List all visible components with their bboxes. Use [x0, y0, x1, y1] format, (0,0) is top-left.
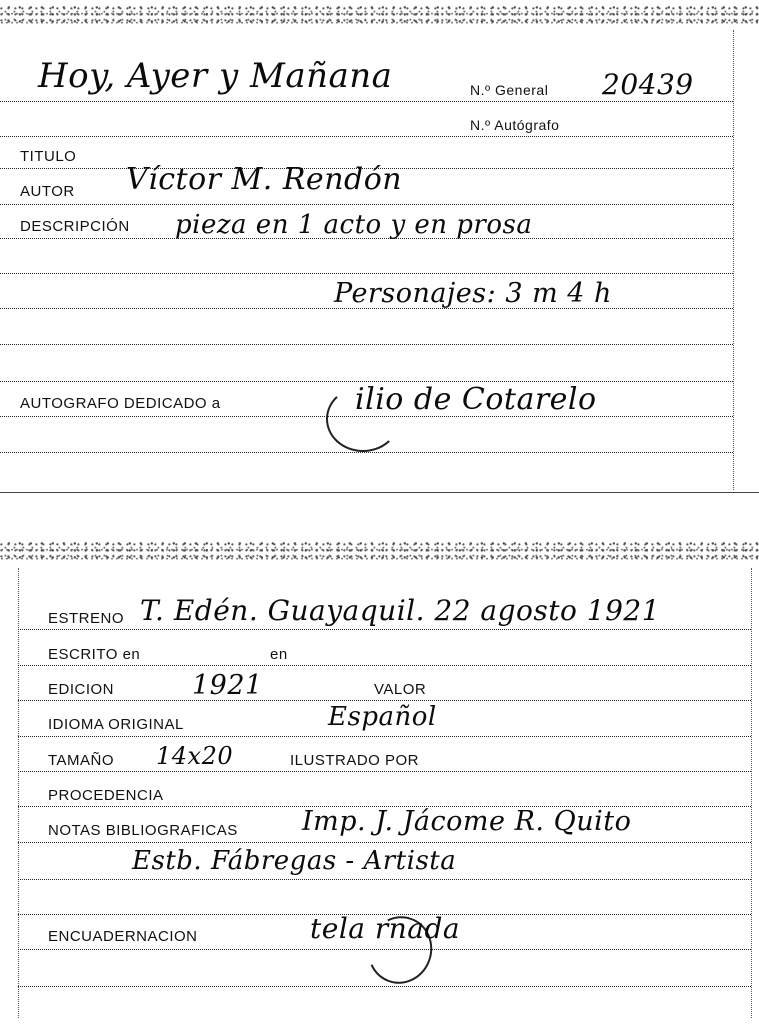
edicion-value: 1921: [192, 670, 263, 701]
rule: [0, 204, 733, 205]
rule: [18, 879, 751, 880]
card-left-edge: [18, 568, 19, 1018]
rule: [18, 986, 751, 987]
estreno-value: T. Edén. Guayaquil. 22 agosto 1921: [140, 594, 661, 627]
ilustrado-label: ILUSTRADO POR: [290, 752, 420, 769]
rule: [0, 136, 733, 137]
encuadernacion-value: tela rnada: [310, 912, 461, 945]
idioma-label: IDIOMA ORIGINAL: [48, 716, 184, 733]
titulo-label: TITULO: [20, 148, 77, 165]
en-label: en: [270, 646, 288, 663]
n-general-value: 20439: [602, 68, 694, 101]
rule: [18, 700, 751, 701]
descripcion-value: pieza en 1 acto y en prosa: [175, 210, 533, 240]
card-bottom-edge: [0, 492, 759, 493]
autor-value: Víctor M. Rendón: [126, 162, 403, 197]
estreno-label: ESTRENO: [48, 610, 125, 627]
work-title-handwritten: Hoy, Ayer y Mañana: [38, 56, 393, 96]
card-right-edge: [751, 568, 752, 1018]
n-general-label: N.º General: [470, 82, 549, 98]
rule: [18, 842, 751, 843]
notas-label: NOTAS BIBLIOGRAFICAS: [48, 822, 238, 839]
n-autografo-label: N.º Autógrafo: [470, 117, 560, 133]
card-right-edge: [733, 30, 734, 490]
notas-value: Imp. J. Jácome R. Quito: [302, 806, 632, 837]
encuadernacion-label: ENCUADERNACION: [48, 928, 198, 945]
rule: [0, 452, 733, 453]
tamano-label: TAMAÑO: [48, 752, 115, 769]
catalog-card-bottom: [0, 538, 759, 1028]
rule: [18, 771, 751, 772]
rule: [18, 736, 751, 737]
autografo-dedicado-value: ilio de Cotarelo: [355, 382, 597, 417]
personajes-value: Personajes: 3 m 4 h: [334, 278, 612, 309]
escrito-label: ESCRITO en: [48, 646, 141, 663]
tamano-value: 14x20: [156, 742, 234, 770]
idioma-value: Español: [328, 702, 437, 732]
valor-label: VALOR: [374, 681, 427, 698]
notas-value-line2: Estb. Fábregas - Artista: [132, 846, 457, 876]
autografo-dedicado-label: AUTOGRAFO DEDICADO a: [20, 395, 221, 412]
autor-label: AUTOR: [20, 183, 75, 200]
scan-noise-bottom: [0, 542, 759, 560]
rule: [0, 273, 733, 274]
rule: [18, 665, 751, 666]
procedencia-label: PROCEDENCIA: [48, 787, 164, 804]
rule: [0, 344, 733, 345]
edicion-label: EDICION: [48, 681, 115, 698]
descripcion-label: DESCRIPCIÓN: [20, 218, 130, 235]
rule: [18, 629, 751, 630]
catalog-card-top: [0, 0, 759, 494]
scan-noise-top: [0, 6, 759, 24]
rule: [0, 101, 733, 102]
